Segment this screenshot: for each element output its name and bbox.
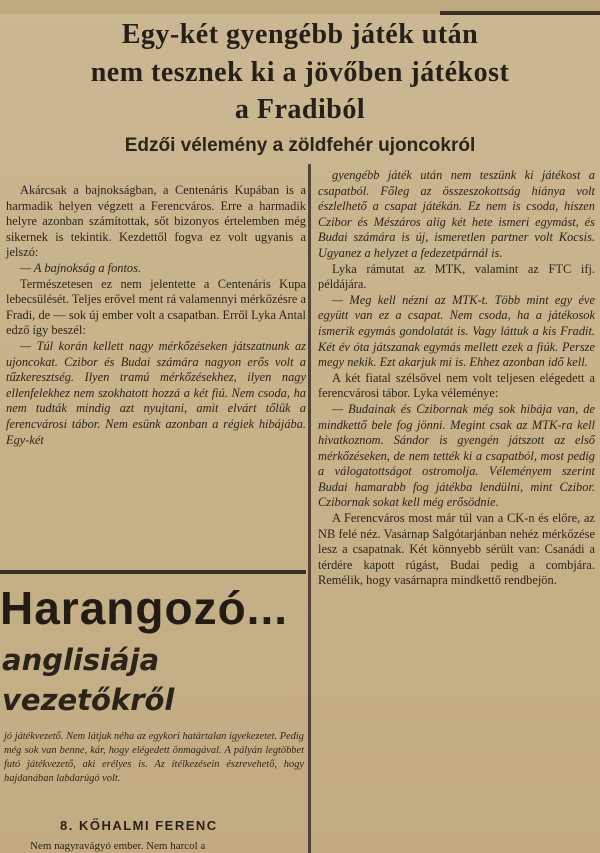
left-paragraph: — Túl korán kellett nagy mérkőzéseken játszatnunk az ujoncokat. Czibor és Budai számára nagyon erős volt a tűzkeresztség. Ilyen tramú mérkőzésekhez, ilyen nagy ellenfelekhez nem szokhatott hozzá a két fiú. Nem csoda, ha nem tudták mindig azt nyujtani, amit elvárt tőlük a ferencvárosi tábor. Nem esünk azonban a régiek hibájába. Egy-két: [6, 338, 306, 447]
headline-line-1: Egy-két gyengébb játék után: [121, 19, 479, 50]
second-article-body: jó játékvezető. Nem látjuk néha az egykori határtalan igyekezetet. Pedig még sok van benne, kár, hogy elégedett önmagával. A pályán legtöbbet futó játékvezető, aki erélyes is. Az ítélkezésein észrevehető, hogy hajdanában labdarúgó volt.: [4, 731, 304, 784]
second-article-byline: 8. KŐHALMI FERENC: [60, 818, 218, 833]
right-paragraph: — Budainak és Czibornak még sok hibája van, de mindkettő bele fog jönni. Megint csak az MTK-ra kell hivatkoznom. Sándor is gyengén játszott az első mérkőzéseken, de nem tették ki a csapatból, most pedig a válogatottságot ostromolja. Véleményem szerint Budai hamarabb fog játékba lendülni, mint Czibor. Czibornak sokat kell még erősödnie.: [318, 401, 595, 510]
headline-line-2: nem tesznek ki a jövőben játékost: [90, 57, 510, 88]
left-paragraph: Természetesen ez nem jelentette a Centenáris Kupa lebecsülését. Teljes erővel ment rá valamennyi mérkőzésre a Fradi, de — sok új ember volt a csapatban. Erről Lyka Antal edző így beszél:: [6, 276, 306, 338]
right-paragraph: gyengébb játék után nem teszünk ki játékost a csapatból. Főleg az összeszokottság hiánya volt észlelhető a csapat játékán. Ez nem is csoda, hiszen Czibor és Mészáros alig két hete ismeri egymást, és Budai számára is új, ismeretlen partner volt Kocsis. Ugyanez a helyzet a fedezetpárnál is.: [318, 168, 595, 260]
second-article-subtitle-1: anglisiája: [2, 643, 160, 677]
section-rule: [0, 570, 306, 574]
right-paragraph: A Ferencváros most már túl van a CK-n és előre, az NB felé néz. Vasárnap Salgótarjánban nehéz mérkőzése lesz a csapatnak. Két könnyebb sérült van: Csanádi a térdére kapott rúgást, Budai pedig a combjára. Remélik, hogy vasárnapra mindkettő rendbejön.: [318, 511, 595, 588]
second-article-subtitle-2: vezetőkről: [2, 683, 175, 717]
right-column: [318, 168, 595, 589]
left-column: [6, 183, 306, 448]
subheadline: Edzői vélemény a zöldfehér ujoncokról: [124, 135, 476, 156]
second-article-title: Harangozó...: [0, 582, 289, 634]
right-paragraph: A két fiatal szélsővel nem volt teljesen elégedett a ferencvárosi tábor. Lyka véleménye:: [318, 370, 595, 401]
right-paragraph: — Meg kell nézni az MTK-t. Több mint egy éve együtt van ez a csapat. Nem csoda, ha a játékosok ismerik egymás gondolatát is. Vagy láttuk a kis Fradit. Két év óta játszanak egymás mellett ezek a fiúk. Persze megy nekik. Ezt akarjuk mi is. Ehhez azonban idő kell.: [318, 292, 595, 370]
left-paragraph: — A bajnokság a fontos.: [20, 260, 142, 275]
second-article-continuation: Nem nagyravágyó ember. Nem harcol a: [30, 840, 206, 852]
headline-line-3: a Fradiból: [234, 94, 366, 125]
top-rule: [440, 0, 600, 15]
left-paragraph: Akárcsak a bajnokságban, a Centenáris Kupában is a harmadik helyen végzett a Ferencváros. Erre a harmadik helyre azonban számítottak, sőt bizonyos értelemben még sikernek is tekintik. Kezdettől fogva ez volt ugyanis a jelszó:: [6, 183, 306, 260]
right-paragraph: Lyka rámutat az MTK, valamint az FTC ifj. példájára.: [318, 261, 595, 292]
column-divider: [308, 164, 311, 853]
